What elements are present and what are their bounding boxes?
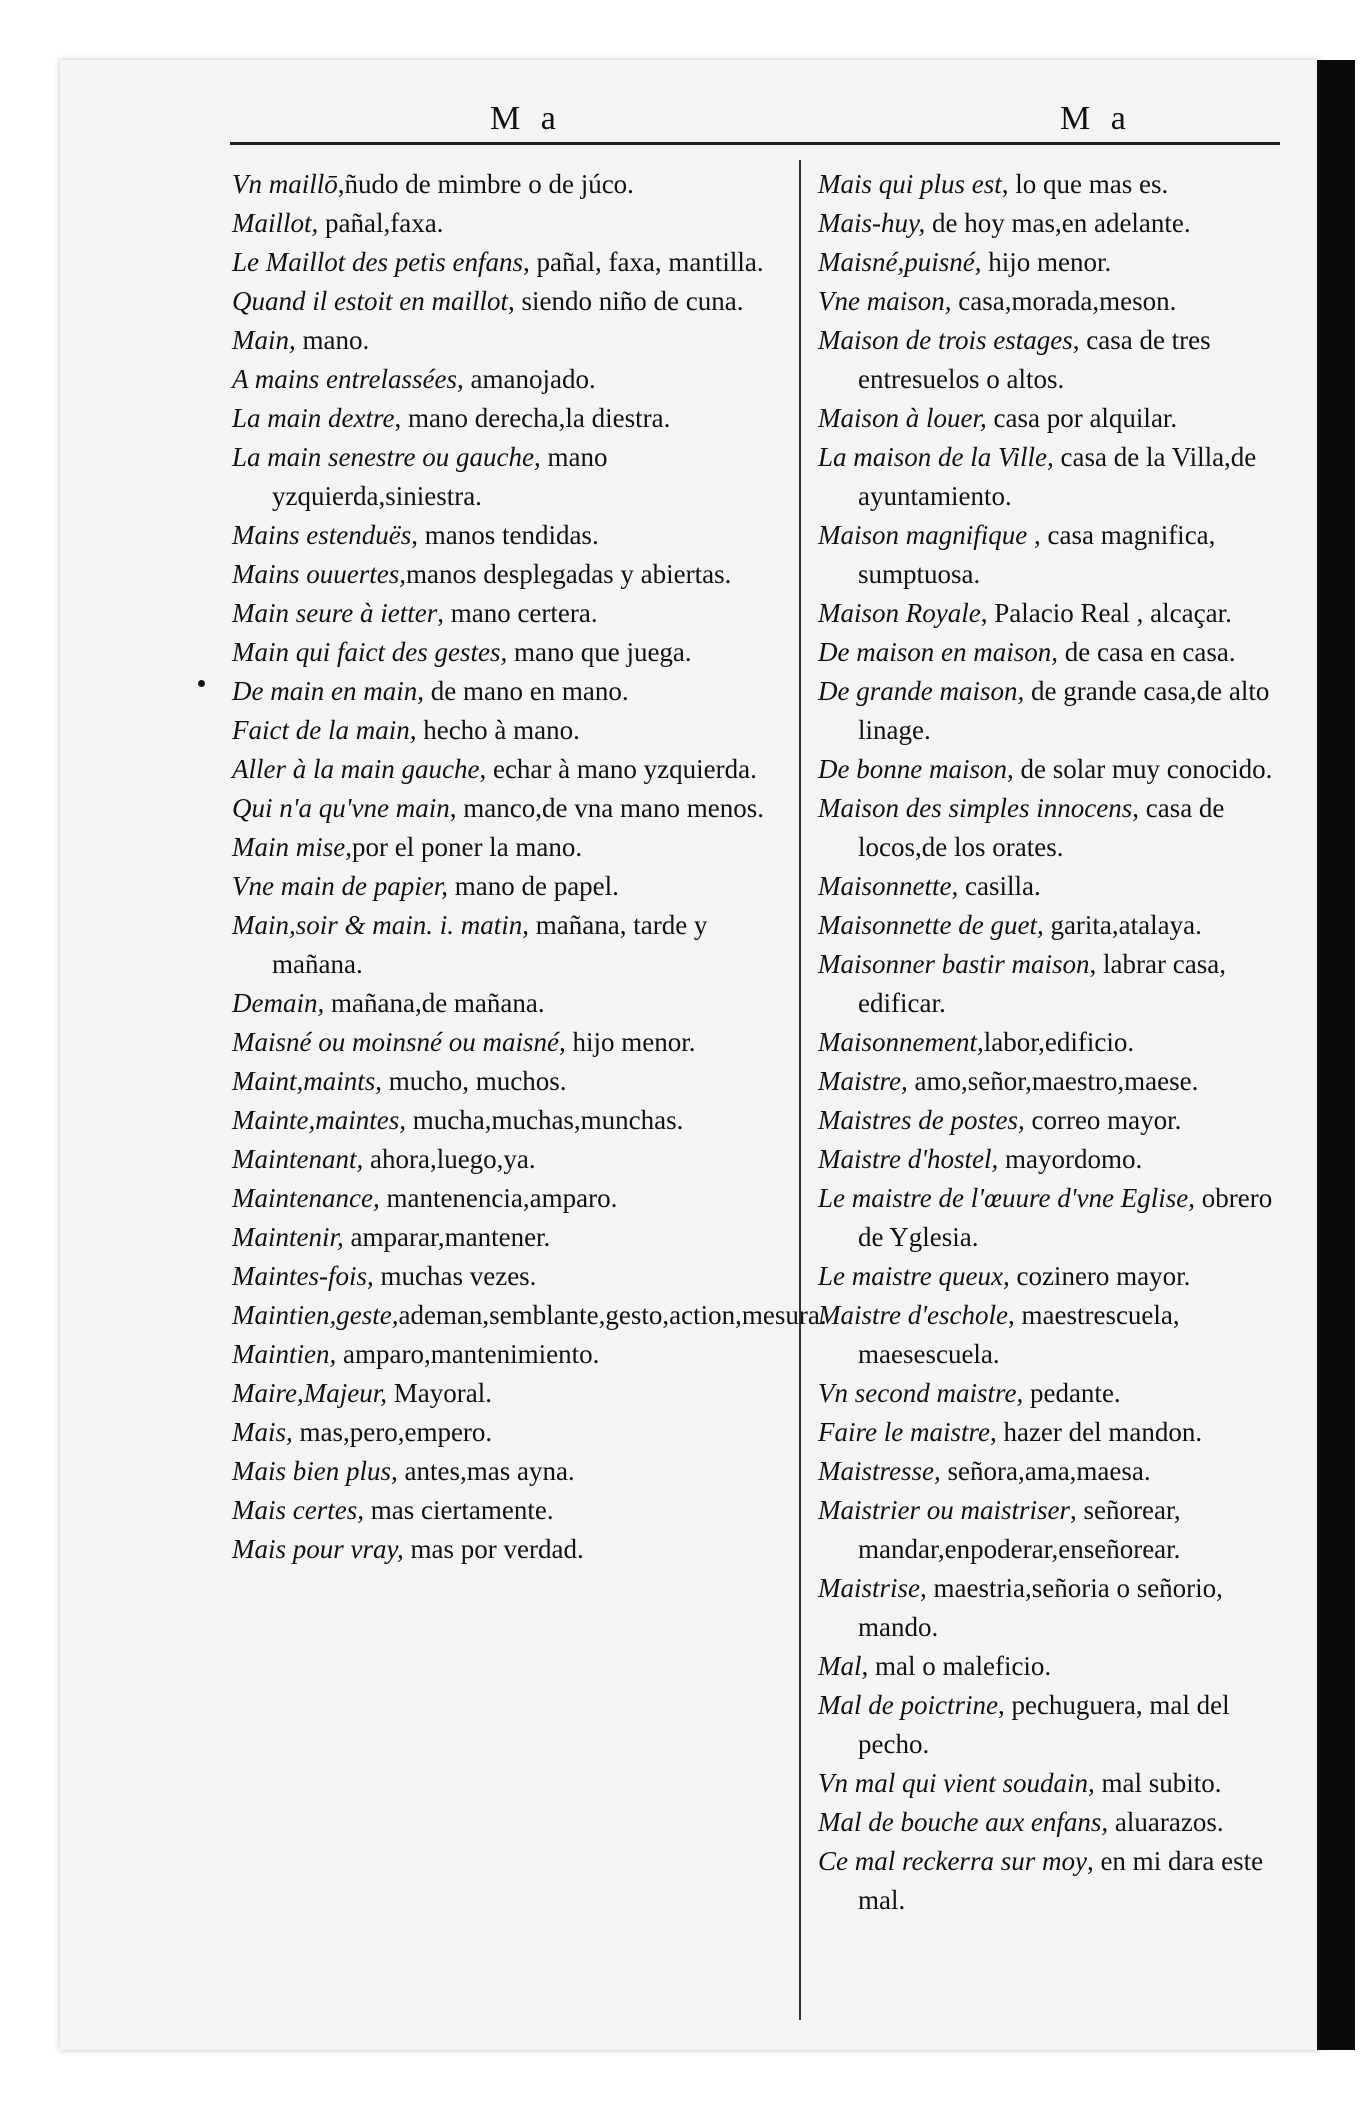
- entry-headword: Le Maillot des petis enfans: [232, 247, 523, 277]
- entry-definition: mano de papel.: [447, 871, 619, 901]
- dictionary-entry: [232, 789, 782, 828]
- margin-bullet: [198, 680, 205, 687]
- entry-definition: , señorear, mandar,enpoderar,enseñorear.: [858, 1495, 1181, 1564]
- entry-headword: Maistrise: [818, 1573, 921, 1603]
- entry-headword: Mais,: [232, 1417, 293, 1447]
- entry-definition: ademan,semblante,gesto,action,mesura.: [398, 1300, 827, 1330]
- entry-definition: pedante.: [1023, 1378, 1121, 1408]
- entry-headword: Maison Royale: [818, 598, 981, 628]
- left-column: [232, 165, 827, 1569]
- entry-definition: amparo,mantenimiento.: [336, 1339, 600, 1369]
- entry-headword: Main mise,: [232, 832, 352, 862]
- entry-headword: Maisné ou moinsné ou maisné,: [232, 1027, 566, 1057]
- dictionary-entry: [232, 321, 782, 360]
- entry-headword: Mais qui plus est: [818, 169, 1002, 199]
- entry-headword: Maillot,: [232, 208, 319, 238]
- dictionary-entry: [818, 1179, 1300, 1257]
- entry-headword: Faire le maistre: [818, 1417, 990, 1447]
- entry-definition: , pechuguera, mal del pecho.: [858, 1690, 1230, 1759]
- entry-definition: mano yzquierda,siniestra.: [272, 442, 608, 511]
- dictionary-entry: [232, 165, 782, 204]
- entry-headword: Maisné,puisné,: [818, 247, 982, 277]
- entry-headword: Mais pour vray,: [232, 1534, 404, 1564]
- dictionary-entry: [232, 438, 782, 516]
- entry-definition: , de solar muy conocido.: [1006, 754, 1273, 784]
- entry-headword: Maisonner bastir maison: [818, 949, 1090, 979]
- entry-headword: Maistresse,: [818, 1456, 941, 1486]
- entry-definition: de hoy mas,en adelante.: [925, 208, 1191, 238]
- dictionary-entry: [818, 867, 1300, 906]
- page-header: [230, 100, 1280, 140]
- entry-headword: Maintenant,: [232, 1144, 364, 1174]
- entry-definition: casa de la Villa,de ayuntamiento.: [858, 442, 1257, 511]
- entry-headword: Maistre d'hostel,: [818, 1144, 999, 1174]
- column-divider: [799, 160, 801, 2020]
- entry-headword: Maintien,: [232, 1339, 337, 1369]
- dictionary-entry: [818, 1647, 1300, 1686]
- dictionary-entry: [818, 1803, 1300, 1842]
- entry-headword: Maintenir,: [232, 1222, 344, 1252]
- entry-headword: Maison des simples innocens: [818, 793, 1133, 823]
- dictionary-entry: [818, 1413, 1300, 1452]
- entry-definition: , casa de locos,de los orates.: [858, 793, 1225, 862]
- entry-headword: Mains estenduës: [232, 520, 412, 550]
- entry-headword: Vn second maistre,: [818, 1378, 1024, 1408]
- entry-definition: de grande casa,de alto linage.: [858, 676, 1270, 745]
- dictionary-entry: [232, 1491, 782, 1530]
- entry-definition: , manos tendidas.: [411, 520, 599, 550]
- header-right-letters: M a: [1060, 100, 1132, 137]
- dictionary-entry: [232, 555, 782, 594]
- entry-headword: Maistre,: [818, 1066, 908, 1096]
- entry-headword: Qui n'a qu'vne main: [232, 793, 450, 823]
- dictionary-entry: [818, 1374, 1300, 1413]
- dictionary-entry: [818, 243, 1300, 282]
- entry-definition: , Palacio Real , alcaçar.: [980, 598, 1232, 628]
- entry-definition: mayordomo.: [998, 1144, 1143, 1174]
- entry-definition: , manco,de vna mano menos.: [449, 793, 764, 823]
- entry-definition: , echar à mano yzquierda.: [479, 754, 757, 784]
- dictionary-entry: [232, 1374, 782, 1413]
- entry-definition: , siendo niño de cuna.: [508, 286, 744, 316]
- entry-headword: Main,: [232, 325, 296, 355]
- entry-headword: De main en main,: [232, 676, 424, 706]
- entry-headword: Mal de bouche aux enfans,: [818, 1807, 1109, 1837]
- entry-definition: correo mayor.: [1024, 1105, 1182, 1135]
- entry-definition: mañana,de mañana.: [324, 988, 545, 1018]
- dictionary-entry: [232, 711, 782, 750]
- header-rule: [230, 142, 1280, 145]
- dictionary-entry: [818, 399, 1300, 438]
- dictionary-entry: [818, 594, 1300, 633]
- entry-definition: hijo menor.: [981, 247, 1112, 277]
- entry-headword: Main seure à ietter: [232, 598, 438, 628]
- dictionary-entry: [818, 1257, 1300, 1296]
- dictionary-entry: [818, 204, 1300, 243]
- dictionary-entry: [818, 1062, 1300, 1101]
- entry-headword: Maintes-fois,: [232, 1261, 374, 1291]
- dictionary-entry: [232, 1179, 782, 1218]
- right-column: [818, 165, 1300, 1920]
- entry-headword: Maire,Majeur,: [232, 1378, 387, 1408]
- entry-definition: , mañana, tarde y mañana.: [272, 910, 708, 979]
- entry-definition: , mano derecha,la diestra.: [394, 403, 671, 433]
- entry-headword: Faict de la main,: [232, 715, 417, 745]
- entry-headword: Le maistre queux,: [818, 1261, 1010, 1291]
- dictionary-entry: [818, 1023, 1300, 1062]
- dictionary-entry: [232, 399, 782, 438]
- entry-definition: , casa magnifica, sumptuosa.: [858, 520, 1216, 589]
- entry-definition: , hazer del mandon.: [989, 1417, 1203, 1447]
- dictionary-entry: [232, 906, 782, 984]
- entry-headword: Demain,: [232, 988, 325, 1018]
- entry-headword: Maison à louer,: [818, 403, 987, 433]
- entry-headword: Maistre d'eschole: [818, 1300, 1008, 1330]
- dictionary-entry: [818, 1101, 1300, 1140]
- dictionary-entry: [818, 750, 1300, 789]
- dictionary-entry: [232, 672, 782, 711]
- book-binding-edge: [1317, 60, 1355, 2050]
- entry-headword: Le maistre de l'œuure d'vne Eglise: [818, 1183, 1189, 1213]
- entry-definition: mas por verdad.: [403, 1534, 584, 1564]
- dictionary-entry: [232, 1413, 782, 1452]
- entry-headword: Maistres de postes,: [818, 1105, 1025, 1135]
- entry-definition: labor,edificio.: [983, 1027, 1135, 1057]
- dictionary-entry: [818, 1842, 1300, 1920]
- entry-headword: Maisonnette,: [818, 871, 959, 901]
- entry-definition: hecho à mano.: [416, 715, 580, 745]
- dictionary-entry: [232, 1218, 782, 1257]
- dictionary-entry: [232, 204, 782, 243]
- dictionary-entry: [232, 1335, 782, 1374]
- entry-definition: , mano certera.: [437, 598, 598, 628]
- entry-headword: La main dextre: [232, 403, 395, 433]
- entry-headword: Maisonnette de guet,: [818, 910, 1044, 940]
- dictionary-entry: [818, 321, 1300, 399]
- entry-definition: , maestrescuela, maesescuela.: [858, 1300, 1180, 1369]
- entry-definition: ahora,luego,ya.: [363, 1144, 536, 1174]
- entry-headword: Main,soir & main. i. matin: [232, 910, 523, 940]
- dictionary-entry: [818, 165, 1300, 204]
- dictionary-entry: [232, 750, 782, 789]
- entry-headword: Main qui faict des gestes,: [232, 637, 508, 667]
- dictionary-entry: [232, 1257, 782, 1296]
- entry-headword: De maison en maison,: [818, 637, 1058, 667]
- entry-definition: mano que juega.: [507, 637, 692, 667]
- dictionary-entry: [818, 438, 1300, 516]
- entry-headword: De grande maison,: [818, 676, 1025, 706]
- entry-definition: amanojado.: [463, 364, 596, 394]
- entry-headword: Aller à la main gauche: [232, 754, 480, 784]
- dictionary-entry: [232, 1296, 827, 1335]
- entry-definition: casa,morada,meson.: [951, 286, 1177, 316]
- entry-headword: Mains ouuertes,: [232, 559, 406, 589]
- entry-definition: hijo menor.: [565, 1027, 696, 1057]
- dictionary-entry: [818, 1569, 1300, 1647]
- entry-definition: cozinero mayor.: [1009, 1261, 1191, 1291]
- entry-headword: De bonne maison: [818, 754, 1007, 784]
- entry-definition: , labrar casa, edificar.: [858, 949, 1226, 1018]
- entry-definition: de mano en mano.: [423, 676, 629, 706]
- entry-definition: Mayoral.: [386, 1378, 492, 1408]
- entry-headword: Vn mal qui vient soudain,: [818, 1768, 1095, 1798]
- entry-headword: Maistrier ou maistriser: [818, 1495, 1071, 1525]
- entry-headword: La main senestre ou gauche,: [232, 442, 541, 472]
- dictionary-entry: [232, 867, 782, 906]
- entry-definition: muchas vezes.: [373, 1261, 537, 1291]
- dictionary-entry: [232, 1140, 782, 1179]
- dictionary-entry: [818, 789, 1300, 867]
- dictionary-entry: [818, 282, 1300, 321]
- dictionary-entry: [232, 282, 782, 321]
- entry-definition: amparar,mantener.: [343, 1222, 551, 1252]
- entry-definition: manos desplegadas y abiertas.: [405, 559, 732, 589]
- dictionary-entry: [818, 906, 1300, 945]
- dictionary-entry: [232, 1452, 782, 1491]
- entry-headword: Ce mal reckerra sur moy: [818, 1846, 1087, 1876]
- dictionary-entry: [818, 672, 1300, 750]
- entry-definition: , en mi dara este mal.: [858, 1846, 1264, 1915]
- dictionary-entry: [818, 1140, 1300, 1179]
- entry-definition: , maestria,señoria o señorio, mando.: [858, 1573, 1223, 1642]
- entry-headword: Vne main de papier,: [232, 871, 448, 901]
- dictionary-entry: [232, 243, 782, 282]
- entry-definition: amo,señor,maestro,maese.: [907, 1066, 1199, 1096]
- entry-headword: Vne maison,: [818, 286, 952, 316]
- entry-definition: pañal,faxa.: [318, 208, 444, 238]
- entry-definition: aluarazos.: [1108, 1807, 1224, 1837]
- entry-headword: Maison de trois estages: [818, 325, 1073, 355]
- header-left-letters: M a: [490, 100, 562, 137]
- entry-definition: mano.: [295, 325, 370, 355]
- entry-definition: mas,pero,empero.: [292, 1417, 493, 1447]
- entry-headword: Maint,maints: [232, 1066, 376, 1096]
- entry-definition: antes,mas ayna.: [397, 1456, 575, 1486]
- entry-definition: mal o maleficio.: [868, 1651, 1052, 1681]
- dictionary-entry: [232, 594, 782, 633]
- entry-definition: , obrero de Yglesia.: [858, 1183, 1273, 1252]
- dictionary-entry: [232, 633, 782, 672]
- dictionary-entry: [818, 1764, 1300, 1803]
- dictionary-entry: [232, 360, 782, 399]
- entry-headword: Quand il estoit en maillot: [232, 286, 508, 316]
- dictionary-entry: [818, 1686, 1300, 1764]
- entry-headword: Mal de poictrine: [818, 1690, 998, 1720]
- dictionary-entry: [232, 1530, 782, 1569]
- entry-headword: Maison magnifique: [818, 520, 1028, 550]
- entry-definition: , lo que mas es.: [1001, 169, 1169, 199]
- entry-definition: garita,atalaya.: [1043, 910, 1202, 940]
- entry-definition: señora,ama,maesa.: [940, 1456, 1151, 1486]
- dictionary-entry: [232, 1062, 782, 1101]
- entry-headword: Mais certes,: [232, 1495, 364, 1525]
- entry-headword: Mais bien plus,: [232, 1456, 398, 1486]
- entry-definition: ,ñudo de mimbre o de júco.: [337, 169, 634, 199]
- entry-definition: por el poner la mano.: [351, 832, 583, 862]
- entry-headword: Mal,: [818, 1651, 869, 1681]
- entry-headword: Mais-huy,: [818, 208, 926, 238]
- entry-definition: , mucho, muchos.: [375, 1066, 567, 1096]
- entry-definition: mantenencia,amparo.: [379, 1183, 618, 1213]
- dictionary-entry: [818, 516, 1300, 594]
- entry-definition: mas ciertamente.: [363, 1495, 554, 1525]
- entry-headword: Maintien,geste,: [232, 1300, 399, 1330]
- dictionary-entry: [818, 633, 1300, 672]
- entry-headword: Mainte,maintes,: [232, 1105, 406, 1135]
- dictionary-entry: [232, 828, 782, 867]
- dictionary-entry: [818, 1296, 1300, 1374]
- entry-definition: casilla.: [958, 871, 1041, 901]
- entry-definition: mucha,muchas,munchas.: [405, 1105, 684, 1135]
- dictionary-entry: [232, 516, 782, 555]
- entry-headword: La maison de la Ville,: [818, 442, 1054, 472]
- dictionary-entry: [232, 1023, 782, 1062]
- dictionary-entry: [818, 1491, 1300, 1569]
- entry-definition: mal subito.: [1094, 1768, 1222, 1798]
- entry-definition: casa por alquilar.: [986, 403, 1178, 433]
- entry-headword: Maintenance,: [232, 1183, 380, 1213]
- dictionary-entry: [818, 1452, 1300, 1491]
- entry-definition: , pañal, faxa, mantilla.: [522, 247, 764, 277]
- dictionary-entry: [818, 945, 1300, 1023]
- entry-definition: de casa en casa.: [1057, 637, 1236, 667]
- entry-headword: A mains entrelassées,: [232, 364, 464, 394]
- entry-headword: Maisonnement,: [818, 1027, 984, 1057]
- dictionary-entry: [232, 1101, 782, 1140]
- entry-definition: , casa de tres entresuelos o altos.: [858, 325, 1211, 394]
- entry-headword: Vn maillō: [232, 169, 338, 199]
- dictionary-entry: [232, 984, 782, 1023]
